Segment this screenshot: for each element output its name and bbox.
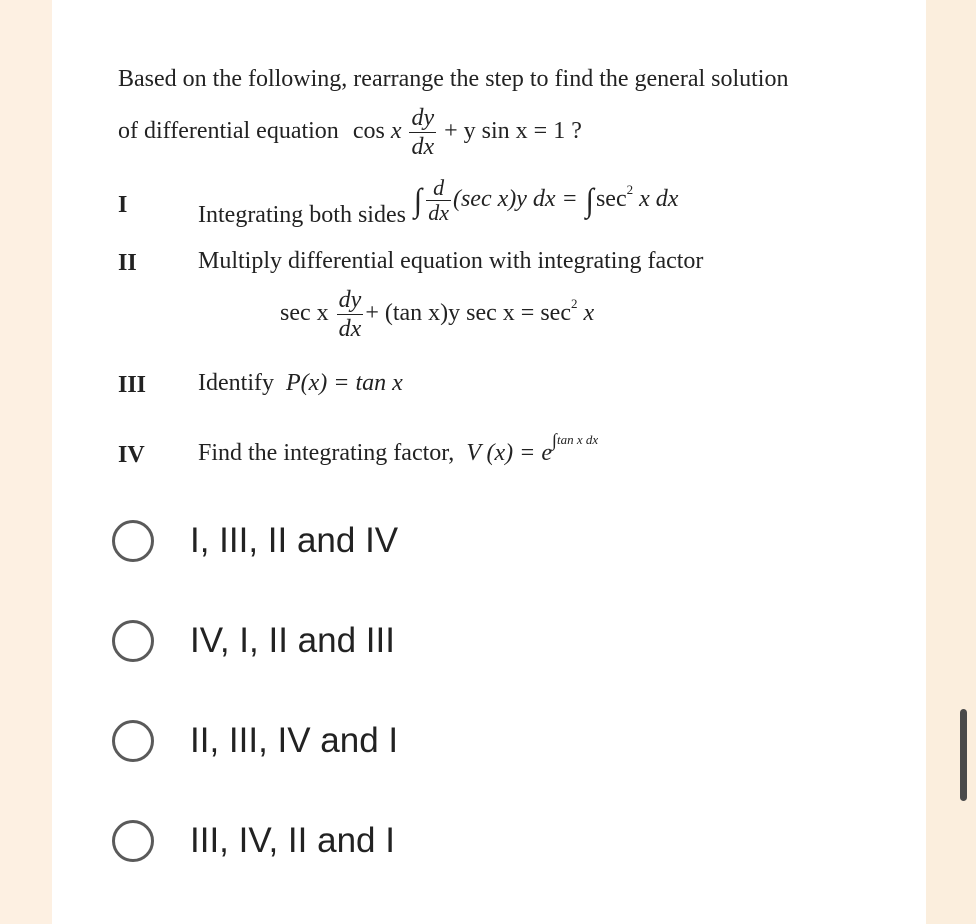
option-3[interactable] xyxy=(112,716,398,766)
eq-cos: cos xyxy=(352,118,385,145)
step-2-dx: dx xyxy=(338,316,362,342)
step-2 xyxy=(198,248,703,275)
option-4-label: III, IV, II and I xyxy=(190,821,395,860)
step-1-rhs-sup: 2 xyxy=(626,182,634,198)
radio-circle-icon[interactable] xyxy=(112,820,154,862)
step-numeral-1: I xyxy=(118,192,128,218)
question-text-2: of differential equation xyxy=(118,118,339,145)
step-1-lhs: (sec x)y dx = xyxy=(452,186,578,213)
step-3-math: P(x) = tan x xyxy=(285,370,403,396)
step-4-exponent: tan x dx xyxy=(556,432,599,447)
question-mark: ? xyxy=(571,118,582,145)
step-4-math: V (x) = e xyxy=(466,440,553,466)
step-2-dy: dy xyxy=(338,287,362,313)
step-4-exp-integral: ∫ xyxy=(552,430,557,450)
question-text-1: Based on the following, rearrange the step to find the general solution xyxy=(118,66,789,92)
eq-dy-dx xyxy=(409,104,436,161)
step-numeral-4: IV xyxy=(118,442,145,468)
eq-dy: dy xyxy=(411,105,435,131)
step-2-dy-dx xyxy=(337,286,364,343)
step-4-text: Find the integrating factor, xyxy=(198,440,455,466)
step-numeral-3: III xyxy=(118,372,147,398)
option-3-label: II, III, IV and I xyxy=(190,721,399,760)
integral-sign-rhs: ∫ xyxy=(585,181,594,219)
question-equation xyxy=(352,105,571,160)
step-2-sup: 2 xyxy=(570,296,578,312)
step-1 xyxy=(198,175,679,229)
option-1-label: I, III, II and IV xyxy=(190,521,399,560)
step-1-rhs: sec xyxy=(595,186,627,213)
step-4 xyxy=(198,430,599,467)
step-1-dx: dx xyxy=(428,200,449,225)
step-3 xyxy=(198,370,403,397)
radio-circle-icon[interactable] xyxy=(112,520,154,562)
option-4[interactable] xyxy=(112,816,395,866)
step-2-sec: sec x xyxy=(280,300,329,327)
step-1-d: d xyxy=(426,176,451,201)
radio-circle-icon[interactable] xyxy=(112,620,154,662)
radio-circle-icon[interactable] xyxy=(112,720,154,762)
step-1-d-dx xyxy=(426,176,451,225)
step-2-mid: + (tan x)y sec x = sec xyxy=(365,300,571,327)
step-2-equation xyxy=(280,286,594,343)
option-2-label: IV, I, II and III xyxy=(190,621,395,660)
step-1-text: Integrating both sides xyxy=(198,202,406,229)
step-1-rhs-tail: x dx xyxy=(633,186,679,213)
step-2-text: Multiply differential equation with integrating factor xyxy=(198,248,704,274)
option-2[interactable] xyxy=(112,616,395,666)
right-margin xyxy=(926,0,976,924)
eq-dx: dx xyxy=(411,134,435,160)
step-2-tail: x xyxy=(577,300,595,327)
question-line-1 xyxy=(118,64,788,94)
eq-rest: + y sin x = 1 xyxy=(444,118,566,145)
eq-x: x xyxy=(390,118,402,145)
scrollbar-thumb[interactable] xyxy=(960,709,967,801)
step-numeral-2: II xyxy=(118,250,137,276)
question-line-2 xyxy=(118,104,582,161)
integral-sign: ∫ xyxy=(413,181,423,219)
option-1[interactable] xyxy=(112,516,398,566)
step-3-text: Identify xyxy=(198,370,274,396)
